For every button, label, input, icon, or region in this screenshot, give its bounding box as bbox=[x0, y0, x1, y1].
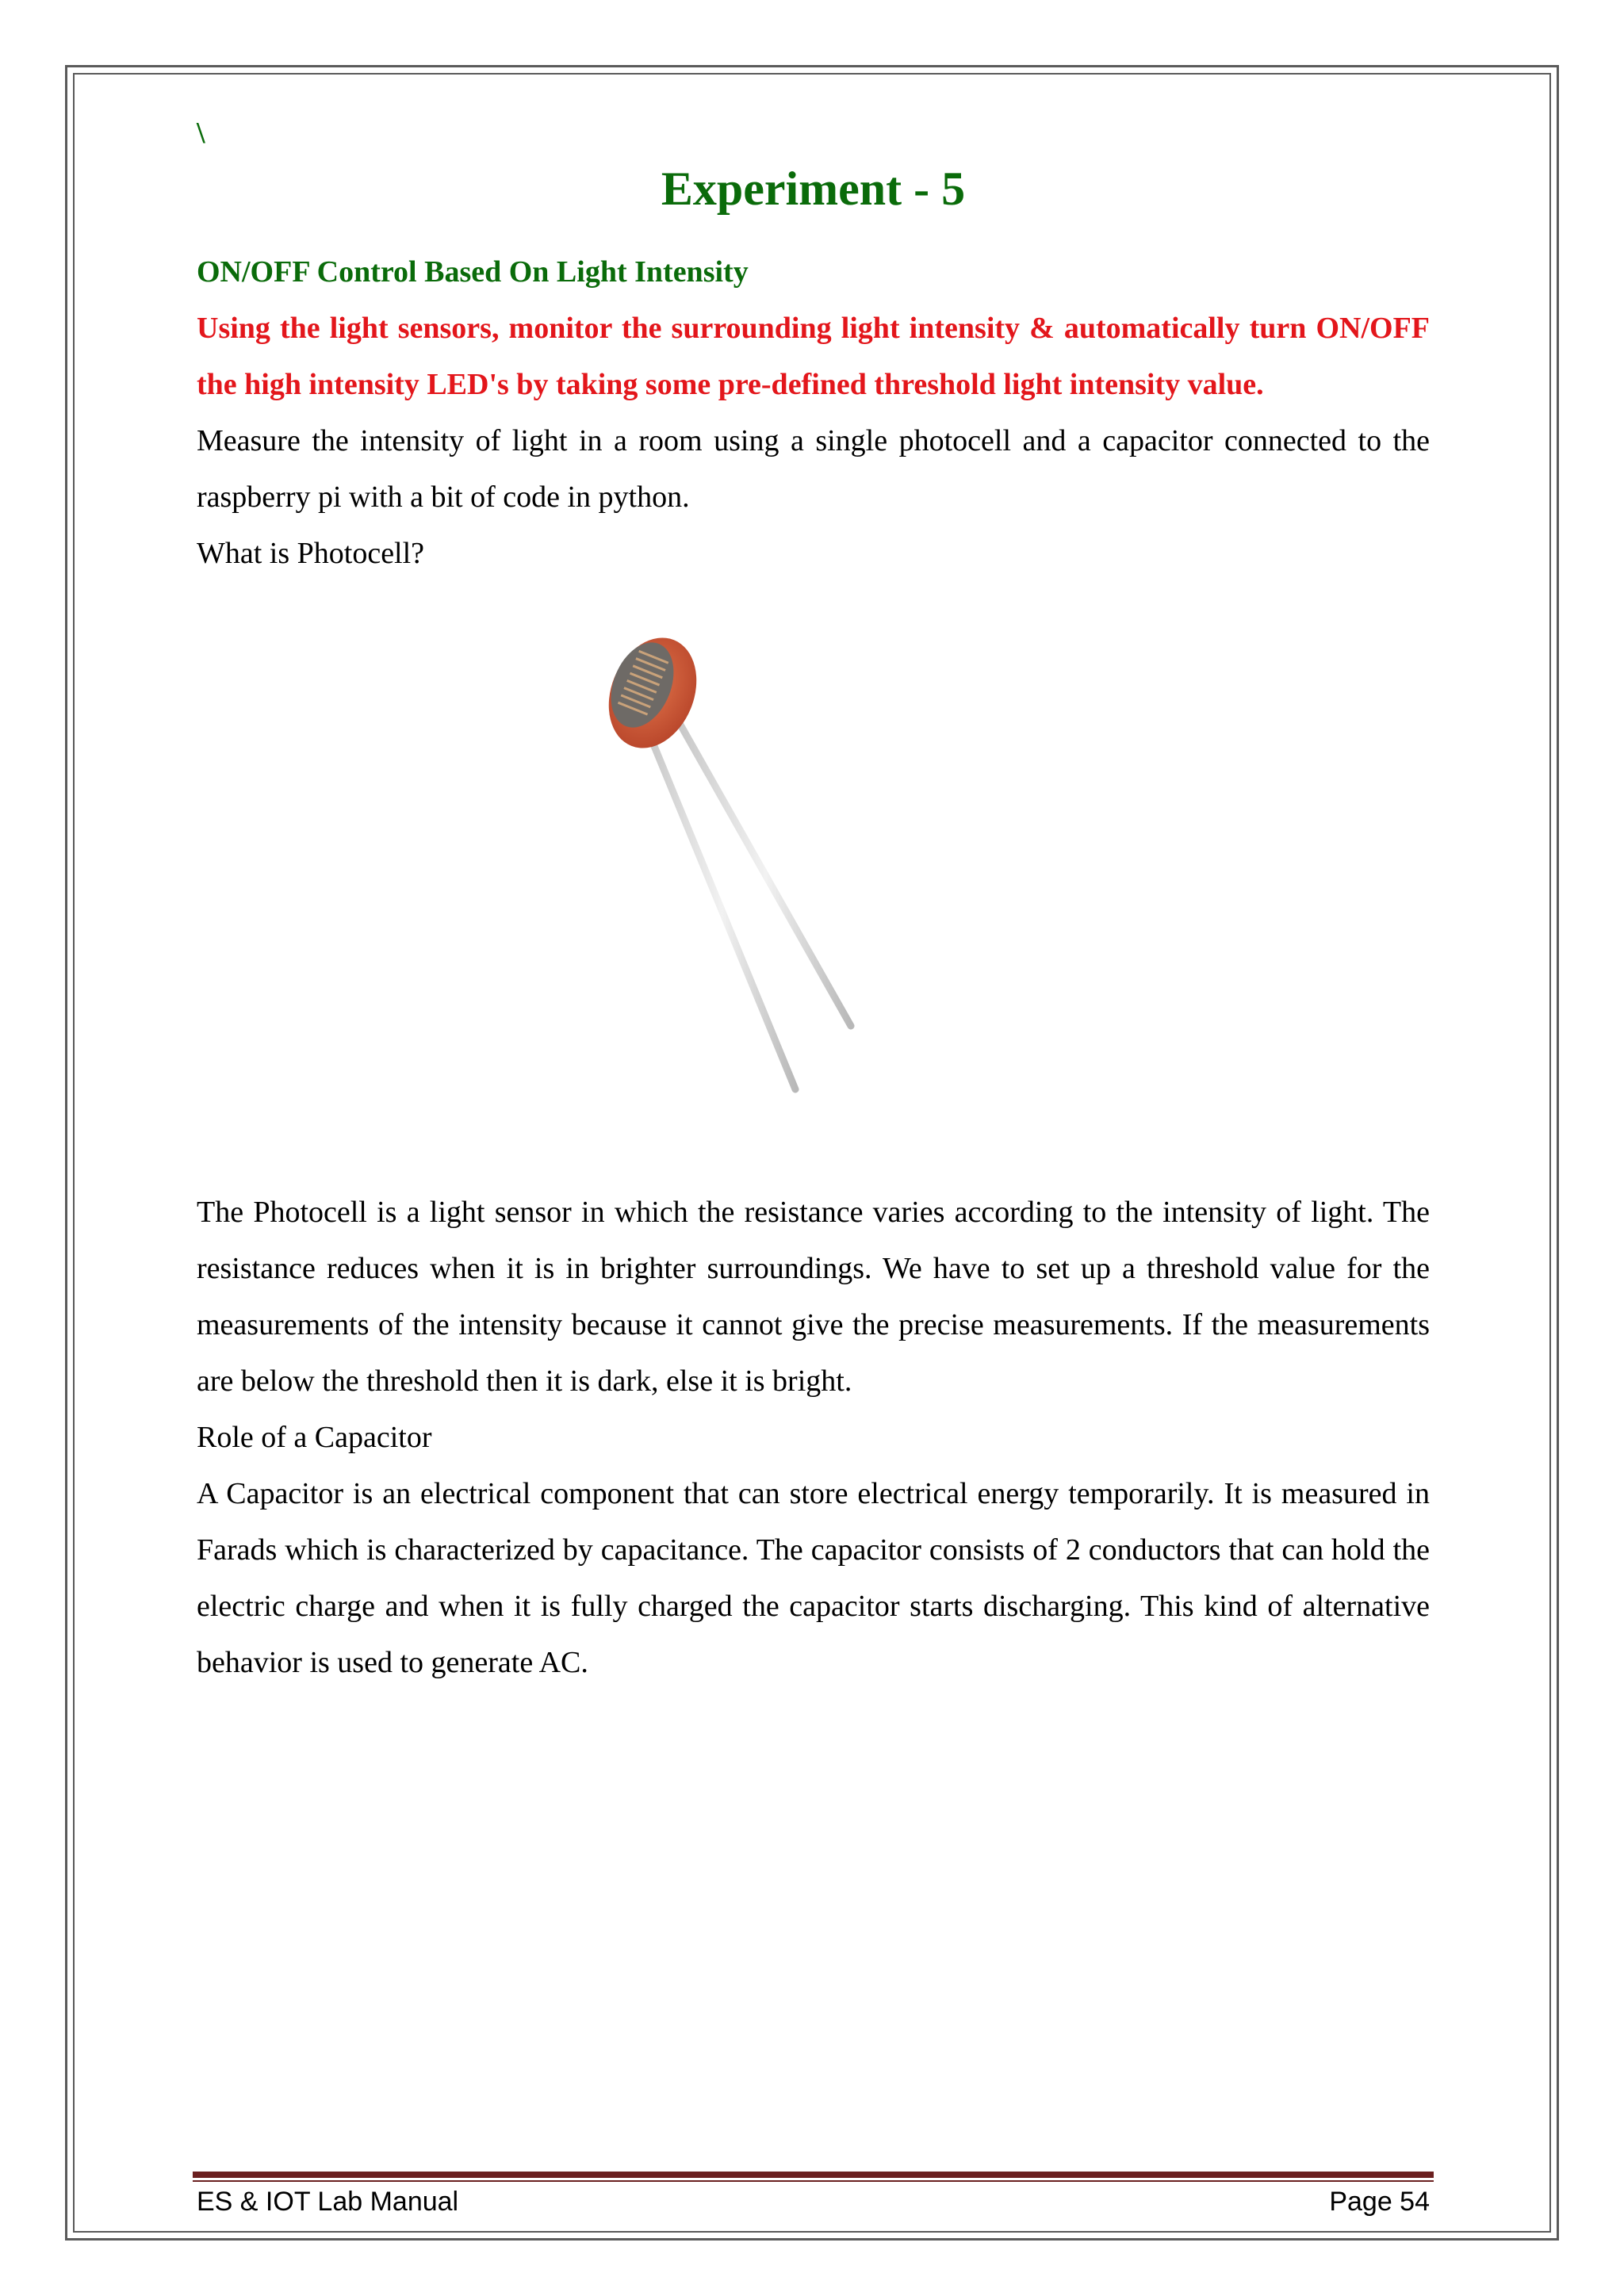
photocell-figure bbox=[197, 582, 1430, 1184]
footer-rule bbox=[193, 2172, 1434, 2178]
header-backslash: \ bbox=[197, 117, 205, 150]
document-body bbox=[197, 111, 1430, 1691]
intro-paragraph: Measure the intensity of light in a room using a single photocell and a capacitor connected to the raspberry pi with a bit of code in python. bbox=[197, 424, 1430, 514]
footer-manual-title: ES & IOT Lab Manual bbox=[197, 2187, 459, 2217]
footer-page-number: Page 54 bbox=[1329, 2187, 1430, 2217]
capacitor-heading: Role of a Capacitor bbox=[197, 1421, 432, 1454]
experiment-objective: Using the light sensors, monitor the surrounding light intensity & automatically turn ON/OFF the high intensity LED's by taking some pre-defined threshold light intensity value. bbox=[197, 312, 1430, 401]
photocell-image bbox=[577, 614, 990, 1184]
page-title: Experiment - 5 bbox=[661, 163, 966, 215]
photocell-question: What is Photocell? bbox=[197, 537, 425, 570]
experiment-subtitle: ON/OFF Control Based On Light Intensity bbox=[197, 255, 749, 289]
capacitor-paragraph: A Capacitor is an electrical component that can store electrical energy temporarily. It is measured in Farads which is characterized by capacitance. The capacitor consists of 2 conductors that can hold the electric charge and when it is fully charged the capacitor starts discharging. This kind of alternative behavior is used to generate AC. bbox=[197, 1477, 1430, 1679]
page-footer bbox=[197, 2187, 1430, 2218]
photocell-paragraph: The Photocell is a light sensor in which the resistance varies according to the intensity of light. The resistance reduces when it is in brighter surroundings. We have to set up a threshold value for the measurements of the intensity because it cannot give the precise measurements. If the measurements are below the threshold then it is dark, else it is bright. bbox=[197, 1196, 1430, 1398]
footer-rule-thin bbox=[193, 2180, 1434, 2182]
